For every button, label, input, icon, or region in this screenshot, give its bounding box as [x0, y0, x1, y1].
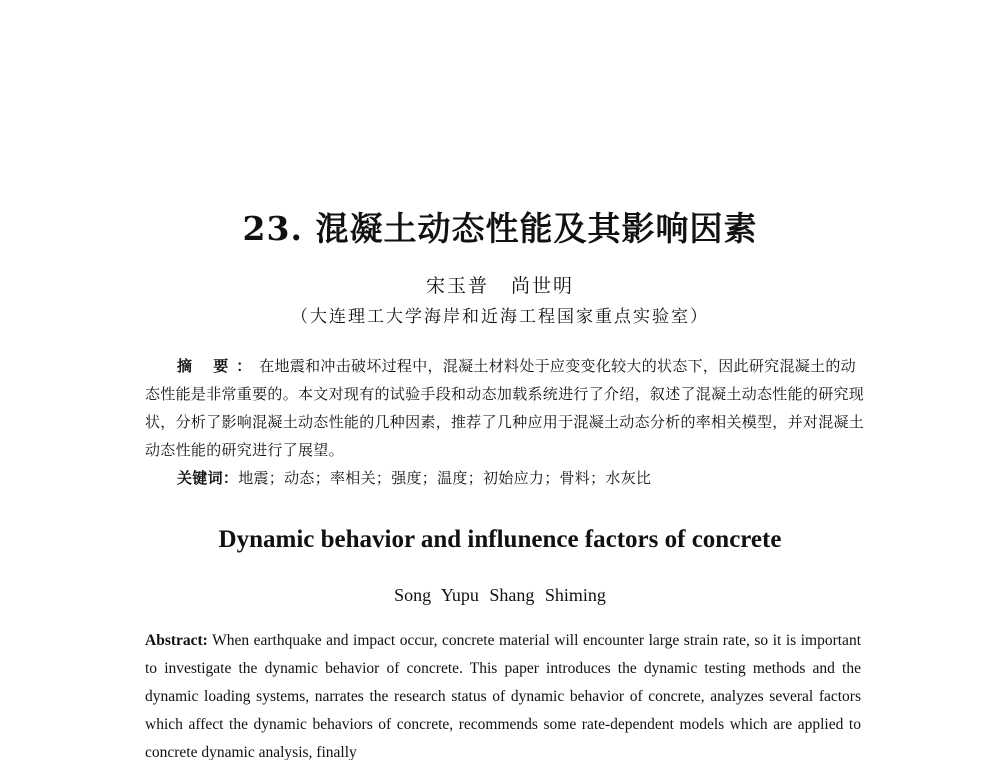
- chinese-keywords-text: 地震；动态；率相关；强度；温度；初始应力；骨料；水灰比: [238, 469, 652, 487]
- english-abstract-label: Abstract:: [145, 632, 208, 649]
- chinese-affiliation: （大连理工大学海岸和近海工程国家重点实验室）: [291, 307, 709, 327]
- english-abstract: [145, 627, 861, 760]
- chinese-abstract-label: 摘 要：: [177, 357, 260, 375]
- chinese-title: 23. 混凝土动态性能及其影响因素: [242, 209, 758, 248]
- english-title: Dynamic behavior and influnence factors of concrete: [218, 526, 782, 553]
- chinese-abstract-text: 在地震和冲击破坏过程中，混凝土材料处于应变变化较大的状态下，因此研究混凝土的动态性能是非常重要的。本文对现有的试验手段和动态加载系统进行了介绍，叙述了混凝土动态性能的研究现状，分析了影响混凝土动态性能的几种因素，推荐了几种应用于混凝土动态分析的率相关模型，并对混凝土动态性能的研究进行了展望。: [145, 357, 865, 459]
- english-abstract-text: When earthquake and impact occur, concrete material will encounter large strain rate, so it is important to investigate the dynamic behavior of concrete. This paper introduces the dynamic testing methods and the dynamic loading systems, narrates the research status of dynamic behavior of concrete, analyzes several factors which affect the dynamic behaviors of concrete, recommends some rate-dependent models which are applied to concrete dynamic analysis, finally: [145, 632, 861, 760]
- chinese-authors: 宋玉普 尚世明: [425, 275, 575, 297]
- chinese-keywords-label: 关键词：: [177, 469, 239, 487]
- english-authors: Song Yupu Shang Shiming: [394, 585, 606, 605]
- chinese-keywords: [177, 464, 867, 492]
- chinese-abstract: [145, 352, 865, 464]
